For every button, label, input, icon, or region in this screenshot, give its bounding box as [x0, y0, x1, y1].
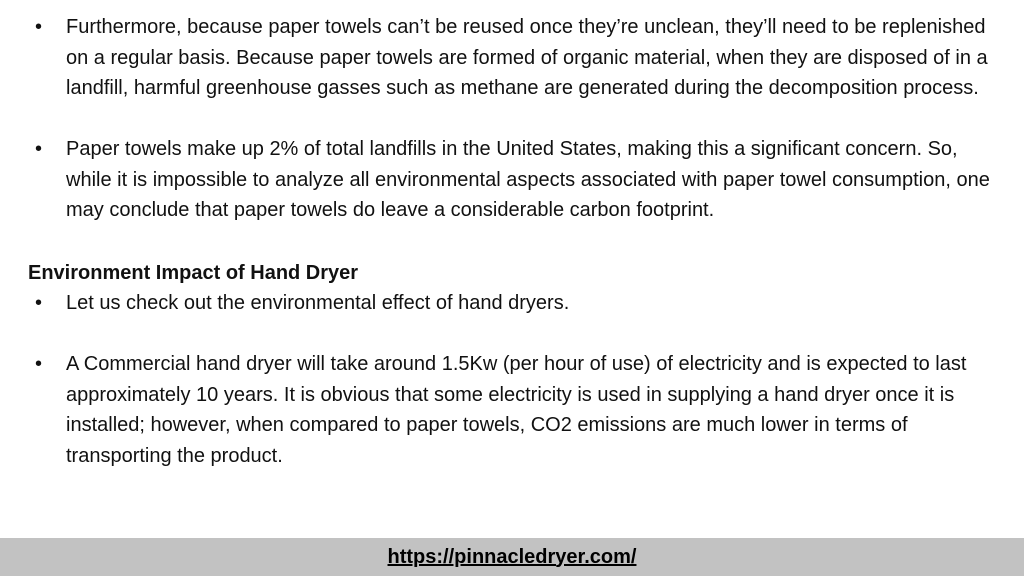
bullet-hand-dryer-intro: • Let us check out the environmental effect of hand dryers. [66, 288, 1000, 319]
bullet-paper-towel-replenish: • Furthermore, because paper towels can’t be reused once they’re unclean, they’ll need to be replenished on a regular basis. Because paper towels are formed of organic material, when they are disposed of in a landfill, harmful greenhouse gasses such as methane are generated during the decomposition process. [66, 12, 1000, 104]
paper-towel-bullet-list [28, 12, 1000, 226]
section-title-hand-dryer: Environment Impact of Hand Dryer [28, 261, 359, 284]
footer-bar [0, 538, 1024, 576]
bullet-paper-towel-landfill: • Paper towels make up 2% of total landfills in the United States, making this a significant concern. So, while it is impossible to analyze all environmental aspects associated with paper towel consumption, one may conclude that paper towels do leave a considerable carbon footprint. [66, 134, 1000, 226]
hand-dryer-bullet-list [28, 288, 1000, 471]
bullet-hand-dryer-electricity: • A Commercial hand dryer will take around 1.5Kw (per hour of use) of electricity and is expected to last approximately 10 years. It is obvious that some electricity is used in supplying a hand dryer once it is installed; however, when compared to paper towels, CO2 emissions are much lower in terms of transporting the product. [66, 349, 1000, 471]
footer-website-link[interactable]: https://pinnacledryer.com/ [387, 545, 637, 568]
